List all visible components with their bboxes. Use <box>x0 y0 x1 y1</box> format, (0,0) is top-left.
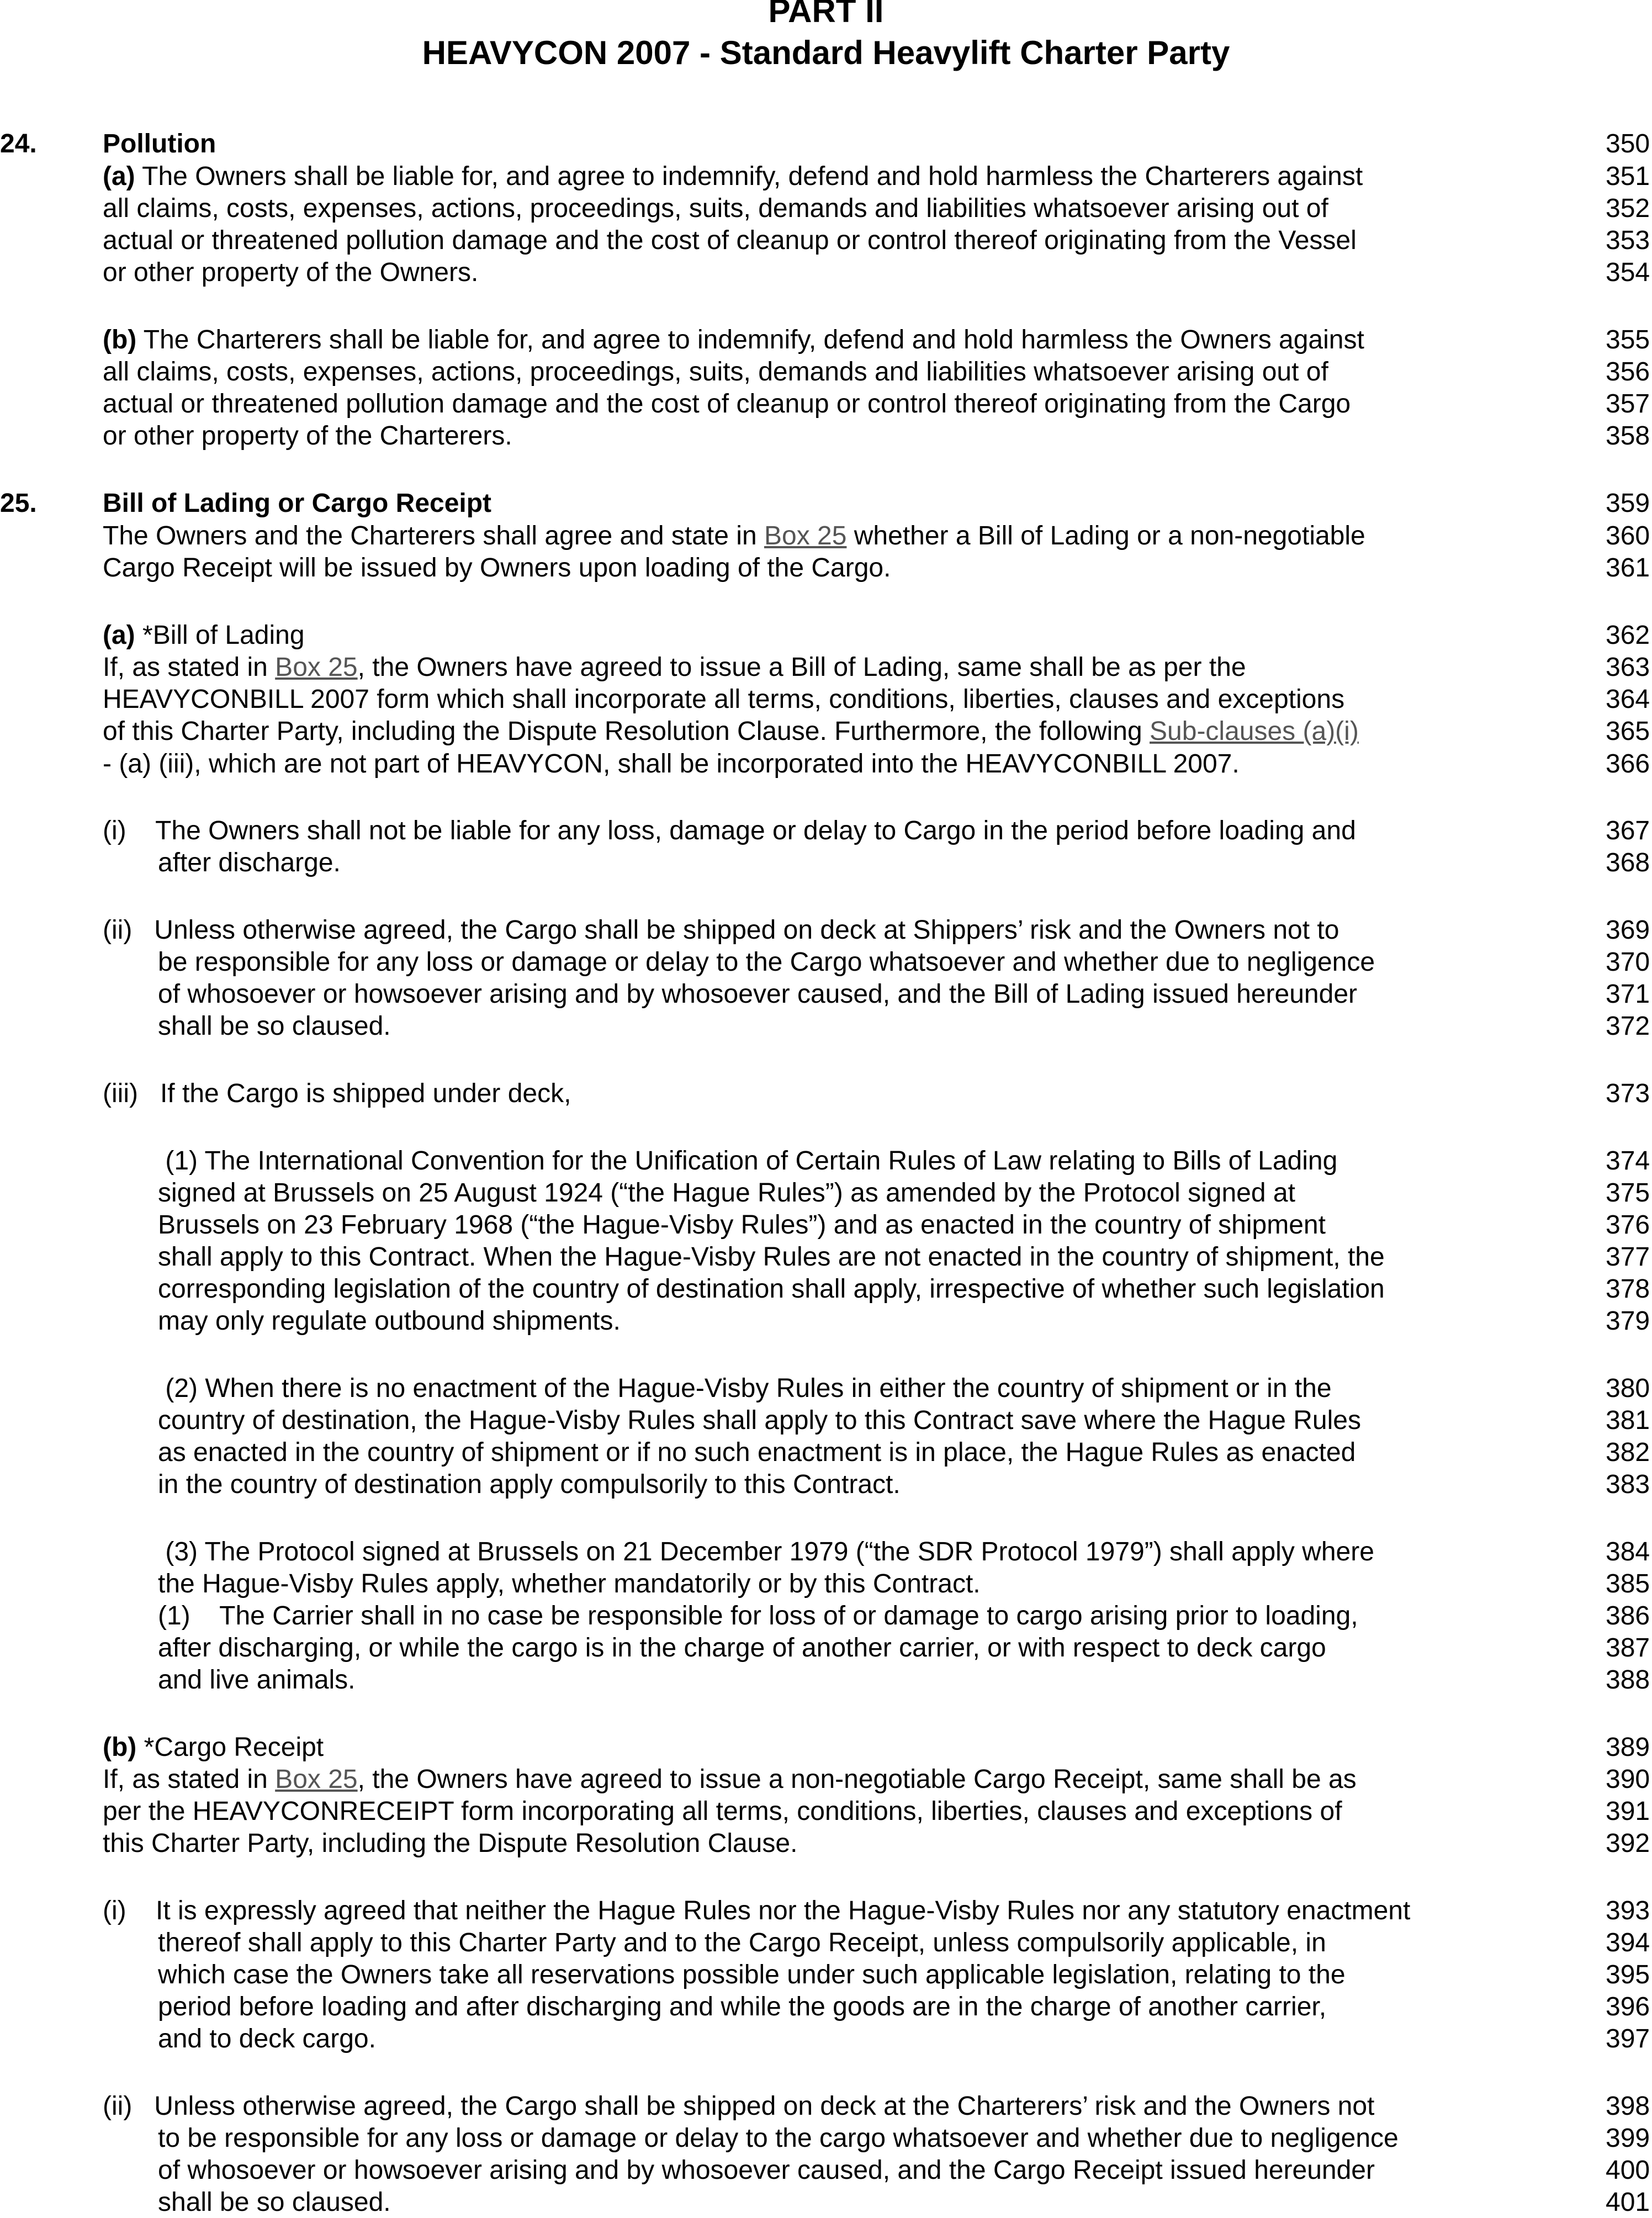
document-line <box>103 1896 1410 1926</box>
line-text: in the country of destination apply compulsorily to this Contract. <box>158 1470 901 1499</box>
line-number: 374 <box>1606 1146 1650 1176</box>
line-text: (iii) If the Cargo is shipped under deck, <box>103 1079 571 1108</box>
line-text: *Cargo Receipt <box>136 1733 324 1762</box>
document-line <box>158 1146 1337 1177</box>
document-line <box>158 2187 391 2218</box>
line-number: 364 <box>1606 685 1650 714</box>
document-line <box>158 1992 1326 2023</box>
line-number: 358 <box>1606 421 1650 451</box>
document-line <box>103 915 1339 946</box>
document-line <box>103 620 305 651</box>
line-number: 371 <box>1606 980 1650 1009</box>
document-line <box>103 553 891 584</box>
line-number: 388 <box>1606 1665 1650 1695</box>
line-number: 401 <box>1606 2188 1650 2217</box>
document-line <box>103 357 1328 388</box>
document-line <box>158 1178 1295 1209</box>
line-text: Bill of Lading or Cargo Receipt <box>103 489 492 518</box>
line-number: 352 <box>1606 194 1650 223</box>
document-line <box>158 1011 391 1042</box>
line-number: 367 <box>1606 816 1650 845</box>
line-number: 375 <box>1606 1178 1650 1208</box>
line-text: as enacted in the country of shipment or if no such enactment is in place, the Hague Rules as enacted <box>158 1438 1356 1467</box>
document-line <box>158 1242 1385 1273</box>
line-text: of this Charter Party, including the Dispute Resolution Clause. Furthermore, the following <box>103 717 1150 746</box>
line-text: may only regulate outbound shipments. <box>158 1306 621 1336</box>
line-text: (2) When there is no enactment of the Hague-Visby Rules in either the country of shipment or in the <box>158 1374 1332 1403</box>
line-number: 357 <box>1606 389 1650 419</box>
line-number: 351 <box>1606 162 1650 191</box>
line-number: 366 <box>1606 749 1650 779</box>
document-line <box>158 979 1357 1010</box>
line-text: per the HEAVYCONRECEIPT form incorporating all terms, conditions, liberties, clauses and exceptions of <box>103 1797 1342 1826</box>
line-text: Brussels on 23 February 1968 (“the Hague-Visby Rules”) and as enacted in the country of shipment <box>158 1210 1326 1240</box>
line-text: after discharge. <box>158 848 341 877</box>
document-line <box>103 716 1359 747</box>
document-line <box>158 1373 1332 1404</box>
line-text: be responsible for any loss or damage or delay to the Cargo whatsoever and whether due to negligence <box>158 947 1375 977</box>
document-line <box>158 1274 1385 1305</box>
line-text: (i) The Owners shall not be liable for any loss, damage or delay to Cargo in the period before loading and <box>103 816 1356 845</box>
line-number: 381 <box>1606 1406 1650 1435</box>
line-number: 386 <box>1606 1601 1650 1631</box>
line-number: 376 <box>1606 1210 1650 1240</box>
line-number: 361 <box>1606 553 1650 583</box>
line-text: of whosoever or howsoever arising and by whosoever caused, and the Cargo Receipt issued hereunder <box>158 2156 1375 2185</box>
line-text: The Charterers shall be liable for, and agree to indemnify, defend and hold harmless the Owners against <box>136 325 1364 354</box>
line-number: 369 <box>1606 915 1650 945</box>
document-line <box>103 684 1344 715</box>
document-line <box>158 1210 1326 1241</box>
line-number: 380 <box>1606 1374 1650 1403</box>
line-number: 353 <box>1606 226 1650 255</box>
document-line <box>103 652 1246 683</box>
clause-heading <box>103 129 216 160</box>
line-text: or other property of the Owners. <box>103 258 479 287</box>
document-line <box>103 161 1363 192</box>
document-line <box>158 1306 621 1337</box>
document-line <box>158 1928 1326 1958</box>
document-line <box>158 1569 981 1600</box>
document-line <box>158 947 1375 978</box>
line-text: actual or threatened pollution damage and the cost of cleanup or control thereof originating from the Cargo <box>103 389 1351 419</box>
document-line <box>103 421 512 452</box>
line-number: 354 <box>1606 258 1650 287</box>
line-text: Pollution <box>103 129 216 158</box>
line-text: thereof shall apply to this Charter Party and to the Cargo Receipt, unless compulsorily applicable, in <box>158 1928 1326 1957</box>
line-text: (1) The Carrier shall in no case be responsible for loss of or damage to cargo arising prior to loading, <box>158 1601 1358 1631</box>
document-line <box>103 749 1240 780</box>
line-number: 382 <box>1606 1438 1650 1467</box>
line-number: 363 <box>1606 653 1650 682</box>
document-line <box>158 1633 1326 1664</box>
document-line <box>103 257 478 288</box>
line-text: shall be so claused. <box>158 2188 391 2217</box>
document-line <box>158 1601 1358 1632</box>
line-text: (1) The International Convention for the Unification of Certain Rules of Law relating to Bills of Lading <box>158 1146 1338 1176</box>
line-number: 390 <box>1606 1765 1650 1794</box>
document-line <box>103 193 1328 224</box>
box-reference-link[interactable]: Sub-clauses (a)(i) <box>1150 717 1359 746</box>
line-text: *Bill of Lading <box>135 621 305 650</box>
document-line <box>103 521 1365 552</box>
line-text: The Owners shall be liable for, and agree to indemnify, defend and hold harmless the Charterers against <box>135 162 1363 191</box>
line-text: If, as stated in <box>103 653 276 682</box>
line-number: 398 <box>1606 2092 1650 2121</box>
document-line <box>158 2123 1399 2154</box>
part-heading: PART II <box>768 0 884 29</box>
line-number: 365 <box>1606 717 1650 746</box>
line-number: 350 <box>1606 129 1650 158</box>
line-number: 372 <box>1606 1012 1650 1041</box>
document-line <box>103 325 1364 356</box>
line-number: 385 <box>1606 1569 1650 1598</box>
line-number: 389 <box>1606 1733 1650 1762</box>
line-text: shall apply to this Contract. When the Hague-Visby Rules are not enacted in the country of shipment, the <box>158 1242 1385 1272</box>
box-reference-link[interactable]: Box 25 <box>275 1765 358 1794</box>
box-reference-link[interactable]: Box 25 <box>275 653 358 682</box>
line-text: shall be so claused. <box>158 1012 391 1041</box>
document-line <box>158 1405 1361 1436</box>
document-line <box>158 2024 376 2055</box>
line-number: 355 <box>1606 325 1650 354</box>
line-text: , the Owners have agreed to issue a Bill of Lading, same shall be as per the <box>357 653 1246 682</box>
line-text: 24. <box>0 129 37 158</box>
line-number: 395 <box>1606 1960 1650 1989</box>
line-number: 383 <box>1606 1470 1650 1499</box>
line-number: 368 <box>1606 848 1650 877</box>
subclause-marker: (b) <box>103 1733 137 1762</box>
subclause-marker: (a) <box>103 621 135 650</box>
document-line <box>103 389 1351 420</box>
line-number: 387 <box>1606 1633 1650 1663</box>
document-line <box>158 1537 1374 1568</box>
box-reference-link[interactable]: Box 25 <box>764 521 847 550</box>
line-text: the Hague-Visby Rules apply, whether mandatorily or by this Contract. <box>158 1569 981 1598</box>
line-text: (3) The Protocol signed at Brussels on 21 December 1979 (“the SDR Protocol 1979”) shall apply where <box>158 1537 1374 1566</box>
document-line <box>158 1437 1356 1468</box>
subclause-marker: (b) <box>103 325 137 354</box>
line-text: all claims, costs, expenses, actions, proceedings, suits, demands and liabilities whatsoever arising out of <box>103 357 1328 387</box>
document-line <box>158 848 341 878</box>
line-text: corresponding legislation of the country of destination shall apply, irrespective of whether such legislation <box>158 1274 1385 1304</box>
document-line <box>103 816 1356 846</box>
line-number: 379 <box>1606 1306 1650 1336</box>
line-number: 378 <box>1606 1274 1650 1304</box>
line-text: (ii) Unless otherwise agreed, the Cargo shall be shipped on deck at Shippers’ risk and the Owners not to <box>103 915 1339 945</box>
line-text: to be responsible for any loss or damage or delay to the cargo whatsoever and whether due to negligence <box>158 2124 1399 2153</box>
subclause-marker: (a) <box>103 162 135 191</box>
line-number: 392 <box>1606 1829 1650 1858</box>
line-number: 397 <box>1606 2024 1650 2053</box>
line-number: 391 <box>1606 1797 1650 1826</box>
clause-number <box>0 129 37 160</box>
document-line <box>103 1796 1342 1827</box>
line-text: The Owners and the Charterers shall agree and state in <box>103 521 764 550</box>
line-text: If, as stated in <box>103 1765 276 1794</box>
document-line <box>103 2091 1374 2122</box>
line-number: 370 <box>1606 947 1650 977</box>
document-line <box>158 1665 356 1696</box>
document-line <box>103 225 1357 256</box>
line-text: after discharging, or while the cargo is in the charge of another carrier, or with respect to deck cargo <box>158 1633 1326 1663</box>
document-line <box>103 1828 797 1859</box>
line-text: - (a) (iii), which are not part of HEAVYCON, shall be incorporated into the HEAVYCONBILL 2007. <box>103 749 1240 779</box>
line-text: Cargo Receipt will be issued by Owners upon loading of the Cargo. <box>103 553 891 583</box>
line-text: or other property of the Charterers. <box>103 421 512 451</box>
line-text: which case the Owners take all reservations possible under such applicable legislation, relating to the <box>158 1960 1346 1989</box>
line-number: 359 <box>1606 489 1650 518</box>
line-number: 356 <box>1606 357 1650 387</box>
line-text: this Charter Party, including the Dispute Resolution Clause. <box>103 1829 798 1858</box>
line-text: country of destination, the Hague-Visby Rules shall apply to this Contract save where the Hague Rules <box>158 1406 1361 1435</box>
line-number: 384 <box>1606 1537 1650 1566</box>
line-text: and live animals. <box>158 1665 356 1695</box>
line-number: 373 <box>1606 1079 1650 1108</box>
clause-number <box>0 488 37 519</box>
document-line <box>158 1469 901 1500</box>
line-number: 394 <box>1606 1928 1650 1957</box>
line-text: all claims, costs, expenses, actions, proceedings, suits, demands and liabilities whatsoever arising out of <box>103 194 1328 223</box>
line-number: 360 <box>1606 521 1650 550</box>
clause-heading <box>103 488 491 519</box>
line-number: 377 <box>1606 1242 1650 1272</box>
line-text: signed at Brussels on 25 August 1924 (“the Hague Rules”) as amended by the Protocol signed at <box>158 1178 1295 1208</box>
line-text: HEAVYCONBILL 2007 form which shall incorporate all terms, conditions, liberties, clauses and exceptions <box>103 685 1345 714</box>
document-title: HEAVYCON 2007 - Standard Heavylift Charter Party <box>422 34 1230 71</box>
line-text: (ii) Unless otherwise agreed, the Cargo shall be shipped on deck at the Charterers’ risk and the Owners not <box>103 2092 1375 2121</box>
line-text: 25. <box>0 489 37 518</box>
line-text: actual or threatened pollution damage and the cost of cleanup or control thereof originating from the Vessel <box>103 226 1357 255</box>
line-text: of whosoever or howsoever arising and by whosoever caused, and the Bill of Lading issued hereunder <box>158 980 1357 1009</box>
document-line <box>103 1764 1357 1795</box>
line-text: , the Owners have agreed to issue a non-negotiable Cargo Receipt, same shall be as <box>357 1765 1357 1794</box>
document-line <box>103 1078 571 1109</box>
line-text: period before loading and after discharging and while the goods are in the charge of another carrier, <box>158 1992 1327 2021</box>
document-line <box>158 1960 1346 1991</box>
line-text: (i) It is expressly agreed that neither the Hague Rules nor the Hague-Visby Rules nor any statutory enactment <box>103 1896 1411 1925</box>
line-text: and to deck cargo. <box>158 2024 376 2053</box>
line-number: 399 <box>1606 2124 1650 2153</box>
line-number: 362 <box>1606 621 1650 650</box>
line-number: 393 <box>1606 1896 1650 1925</box>
line-number: 400 <box>1606 2156 1650 2185</box>
document-line <box>103 1732 324 1763</box>
document-line <box>158 2155 1375 2186</box>
line-text: whether a Bill of Lading or a non-negotiable <box>846 521 1365 550</box>
line-number: 396 <box>1606 1992 1650 2021</box>
